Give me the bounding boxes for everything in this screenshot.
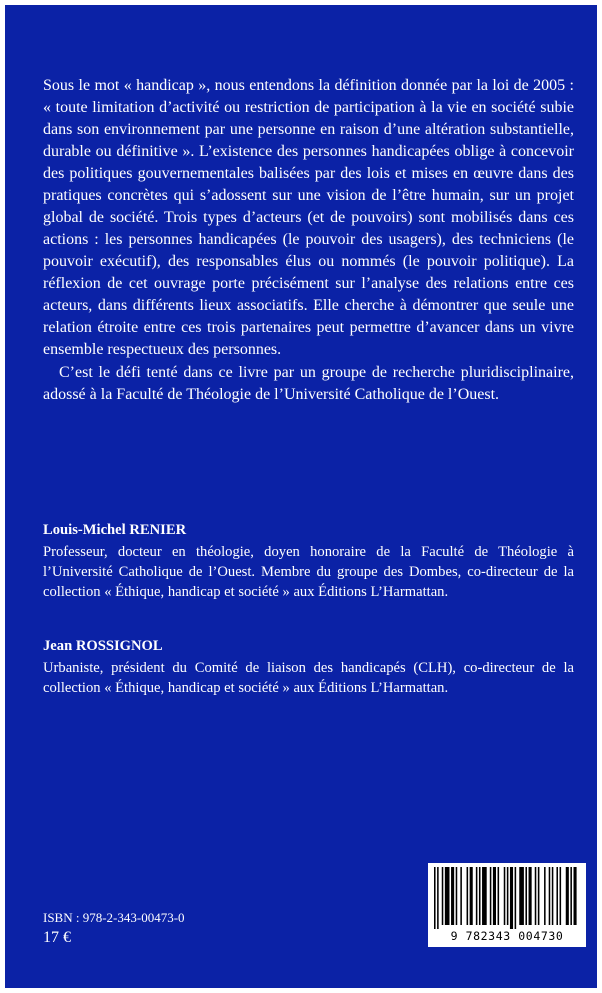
barcode-bars-icon bbox=[432, 867, 582, 929]
author-name: Jean ROSSIGNOL bbox=[43, 638, 163, 654]
blurb-text bbox=[43, 75, 574, 406]
blurb-paragraph-2: C’est le défi tenté dans ce livre par un groupe de recherche pluridisciplinaire, adossé à la Faculté de Théologie de l’Université Catholique de l’Ouest. bbox=[43, 364, 574, 403]
author-name: Louis-Michel RENIER bbox=[43, 522, 187, 538]
back-cover bbox=[5, 5, 597, 988]
author-block-renier bbox=[43, 520, 574, 602]
author-bio: Professeur, docteur en théologie, doyen honoraire de la Faculté de Théologie à l’Université Catholique de l’Ouest. Membre du groupe des Dombes, co-directeur de la collection « Éthique, handicap et société » aux Éditions L’Harmattan. bbox=[43, 544, 574, 600]
author-block-rossignol bbox=[43, 636, 574, 698]
barcode-digits: 9 782343 004730 bbox=[450, 929, 564, 943]
price-label: 17 € bbox=[43, 929, 71, 946]
author-bio: Urbaniste, président du Comité de liaison des handicapés (CLH), co-directeur de la collection « Éthique, handicap et société » aux Éditions L’Harmattan. bbox=[43, 660, 574, 696]
blurb-paragraph-1: Sous le mot « handicap », nous entendons la définition donnée par la loi de 2005 : « toute limitation d’activité ou restriction de participation à la vie en société subie dans son environnement par une personne en raison d’une altération substantielle, durable ou définitive ». L’existence des personnes handicapées oblige à concevoir des politiques gouvernementales balisées par des lois et mises en œuvre dans des pratiques concrètes qui s’adossent sur une vision de l’être humain, sur un projet global de société. Trois types d’acteurs (et de pouvoirs) sont mobilisés dans ces actions : les personnes handicapées (le pouvoir des usagers), des techniciens (le pouvoir exécutif), des responsables élus ou nommés (le pouvoir politique). La réflexion de cet ouvrage porte précisément sur l’analyse des relations entre ces acteurs, dans différents lieux associatifs. Elle cherche à démontrer que seule une relation étroite entre ces trois partenaires peut permettre d’avancer dans un vivre ensemble respectueux des personnes. bbox=[43, 77, 574, 358]
isbn-label: ISBN : 978-2-343-00473-0 bbox=[43, 910, 185, 925]
barcode bbox=[428, 863, 586, 947]
